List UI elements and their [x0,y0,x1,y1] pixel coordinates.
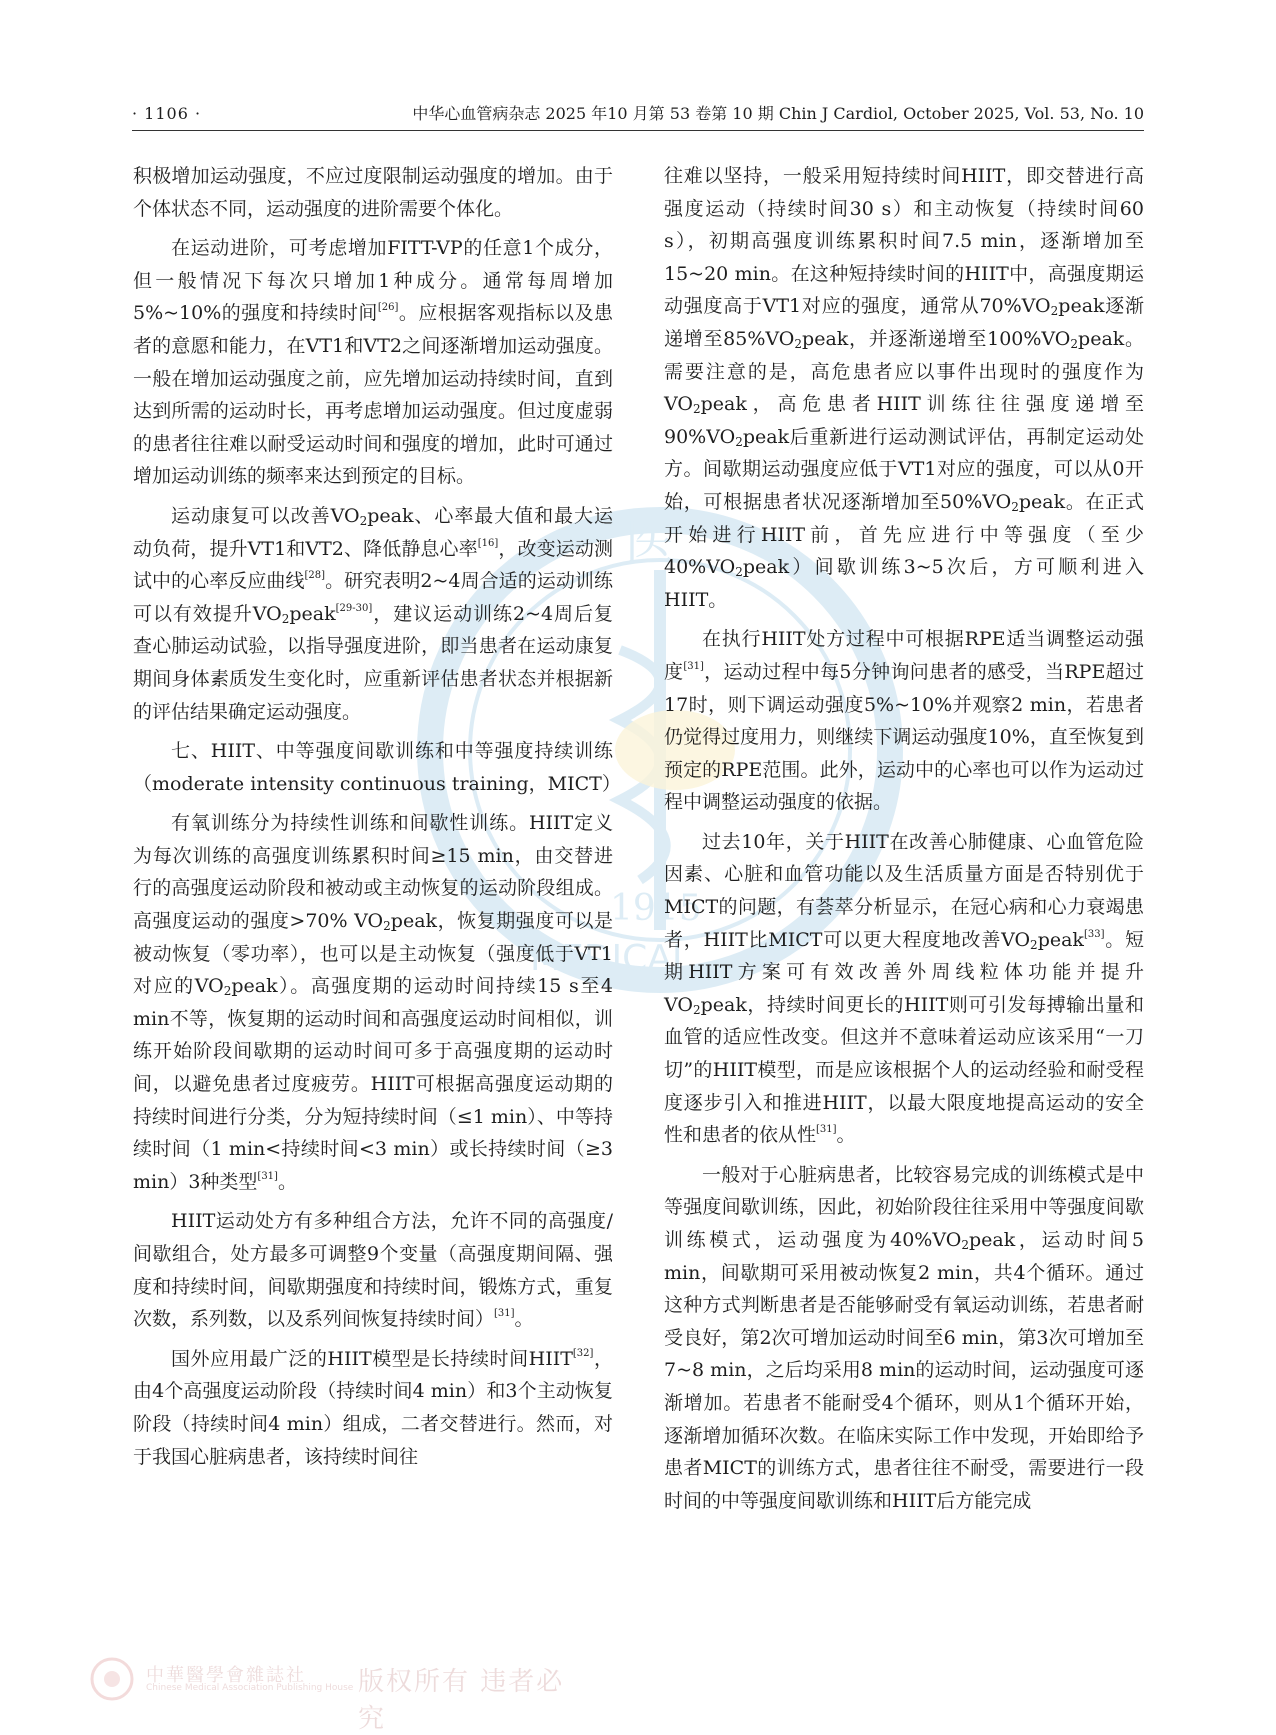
paragraph: 在执行HIIT处方过程中可根据RPE适当调整运动强度[31]，运动过程中每5分钟询问患者的感受，当RPE超过17时，则下调运动强度5%~10%并观察2 min，若患者仍觉得过度用力，则继续下调运动强度10%，直至恢复到预定的RPE范围。此外，运动中的心率也可以作为运动过程中调整运动强度的依据。 [664,628,1144,814]
paragraph: 一般对于心脏病患者，比较容易完成的训练模式是中等强度间歇训练，因此，初始阶段往往采用中等强度间歇训练模式，运动强度为$40\%VO_2peak$，运动时间5 min，间歇期可采用被动恢复2 min，共4个循环。通过这种方式判断患者是否能够耐受有氧运动训练，若患者耐受良好，第2次可增加运动时间至6 min，第3次可增加至7~8 min，之后均采用8 min的运动时间，运动强度可逐渐增加。若患者不能耐受4个循环，则从1个循环开始，逐渐增加循环次数。在临床实际工作中发现，开始即给予患者MICT的训练方式，患者往往不耐受，需要进行一段时间的中等强度间歇训练和HIIT后方能完成 [664,1163,1144,1512]
publisher-name-en: Chinese Medical Association Publishing House [146,1683,354,1693]
paragraph: 过去10年，关于HIIT在改善心肺健康、心血管危险因素、心脏和血管功能以及生活质量方面是否特别优于MICT的问题，有荟萃分析显示，在冠心病和心力衰竭患者，HIIT比MICT可以更大程度地改善$VO_2peak[33]$。短期HIIT方案可有效改善外周线粒体功能并提升$VO_2peak$，持续时间更长的HIIT则可引发每搏输出量和血管的适应性改变。但这并不意味着运动应该采用“一刀切”的HIIT模型，而是应该根据个人的运动经验和耐受程度逐步引入和推进HIIT，以最大限度地提高运动的安全性和患者的依从性[31]。 [664,830,1144,1147]
paragraph: HIIT运动处方有多种组合方法，允许不同的高强度/间歇组合，处方最多可调整9个变量（高强度期间隔、强度和持续时间，间歇期强度和持续时间，锻炼方式，重复次数，系列数，以及系列间恢复持续时间）[31]。 [133,1210,613,1331]
paragraph: 国外应用最广泛的HIIT模型是长持续时间HIIT[32]，由4个高强度运动阶段（持续时间4 min）和3个主动恢复阶段（持续时间4 min）组成，二者交替进行。然而，对于我国心脏病患者，该持续时间往 [133,1347,613,1468]
publisher-name-cn: 中華醫學會雜誌社 [146,1665,306,1686]
svg-text:1915: 1915 [610,888,702,929]
running-header [132,100,1144,131]
right-column [664,160,1144,1517]
page-number: · 1106 · [132,104,202,123]
copyright-stamp: 版权所有 违者必究 [358,1667,565,1734]
paragraph: 运动康复可以改善$VO_2peak$、心率最大值和最大运动负荷，提升VT1和VT2、降低静息心率[16]，改变运动测试中的心率反应曲线[28]。研究表明2~4周合适的运动训练可以有效提升$VO_2peak[29-30]$，建议运动训练2~4周后复查心肺运动试验，以指导强度进阶，即当患者在运动康复期间身体素质发生变化时，应重新评估患者状态并根据新的评估结果确定运动强度。 [133,504,614,723]
paragraph: 有氧训练分为持续性训练和间歇性训练。HIIT定义为每次训练的高强度训练累积时间≥15 min，由交替进行的高强度运动阶段和被动或主动恢复的运动阶段组成。高强度运动的强度>70% $VO_2peak$，恢复期强度可以是被动恢复（零功率），也可以是主动恢复（强度低于VT1对应的$VO_2peak$）。高强度期的运动时间持续15 s至4 min不等，恢复期的运动时间和高强度运动时间相似，训练开始阶段间歇期的运动时间可多于高强度期的运动时间，以避免患者过度疲劳。HIIT可根据高强度运动期的持续时间进行分类，分为短持续时间（≤1 min）、中等持续时间（1 min<持续时间<3 min）或长持续时间（≥3 min）3种类型[31]。 [133,812,614,1193]
publisher-footer [88,1655,588,1734]
paragraph: 往难以坚持，一般采用短持续时间HIIT，即交替进行高强度运动（持续时间30 s）和主动恢复（持续时间60 s），初期高强度训练累积时间7.5 min，逐渐增加至15~20 min。在这种短持续时间的HIIT中，高强度期运动强度高于VT1对应的强度，通常从$70\%VO_2peak$逐渐递增至$85\%VO_2peak$，并逐渐递增至$100\%VO_2peak$。需要注意的是，高危患者应以事件出现时的强度作为$VO_2peak$，高危患者HIIT训练往往强度递增至$90\%VO_2peak$后重新进行运动测试评估，再制定运动处方。间歇期运动强度应低于VT1对应的强度，可以从0开始，可根据患者状况逐渐增加至$50\%VO_2peak$。在正式开始进行HIIT前，首先应进行中等强度（至少$40\%VO_2peak$）间歇训练3~5次后，方可顺利进入HIIT。 [664,165,1145,611]
paragraph: 积极增加运动强度，不应过度限制运动强度的增加。由于个体状态不同，运动强度的进阶需要个体化。 [133,165,613,220]
left-column [133,160,621,1473]
paragraph: 在运动进阶，可考虑增加FITT-VP的任意1个成分，但一般情况下每次只增加1种成分。通常每周增加5%~10%的强度和持续时间[26]。应根据客观指标以及患者的意愿和能力，在VT1和VT2之间逐渐增加运动强度。一般在增加运动强度之前，应先增加运动持续时间，直到达到所需的运动时长，再考虑增加运动强度。但过度虚弱的患者往往难以耐受运动时间和强度的增加，此时可通过增加运动训练的频率来达到预定的目标。 [133,237,613,488]
journal-citation: 中华心血管病杂志 2025 年10 月第 53 卷第 10 期 Chin J Cardiol, October 2025, Vol. 53, No. 10 [412,104,1144,123]
paragraph: 七、HIIT、中等强度间歇训练和中等强度持续训练（moderate intensity continuous training，MICT） [133,740,621,795]
svg-text:MEDICAL: MEDICAL [530,938,692,979]
svg-text:医: 医 [625,514,675,572]
publisher-logo-icon [88,1655,136,1703]
